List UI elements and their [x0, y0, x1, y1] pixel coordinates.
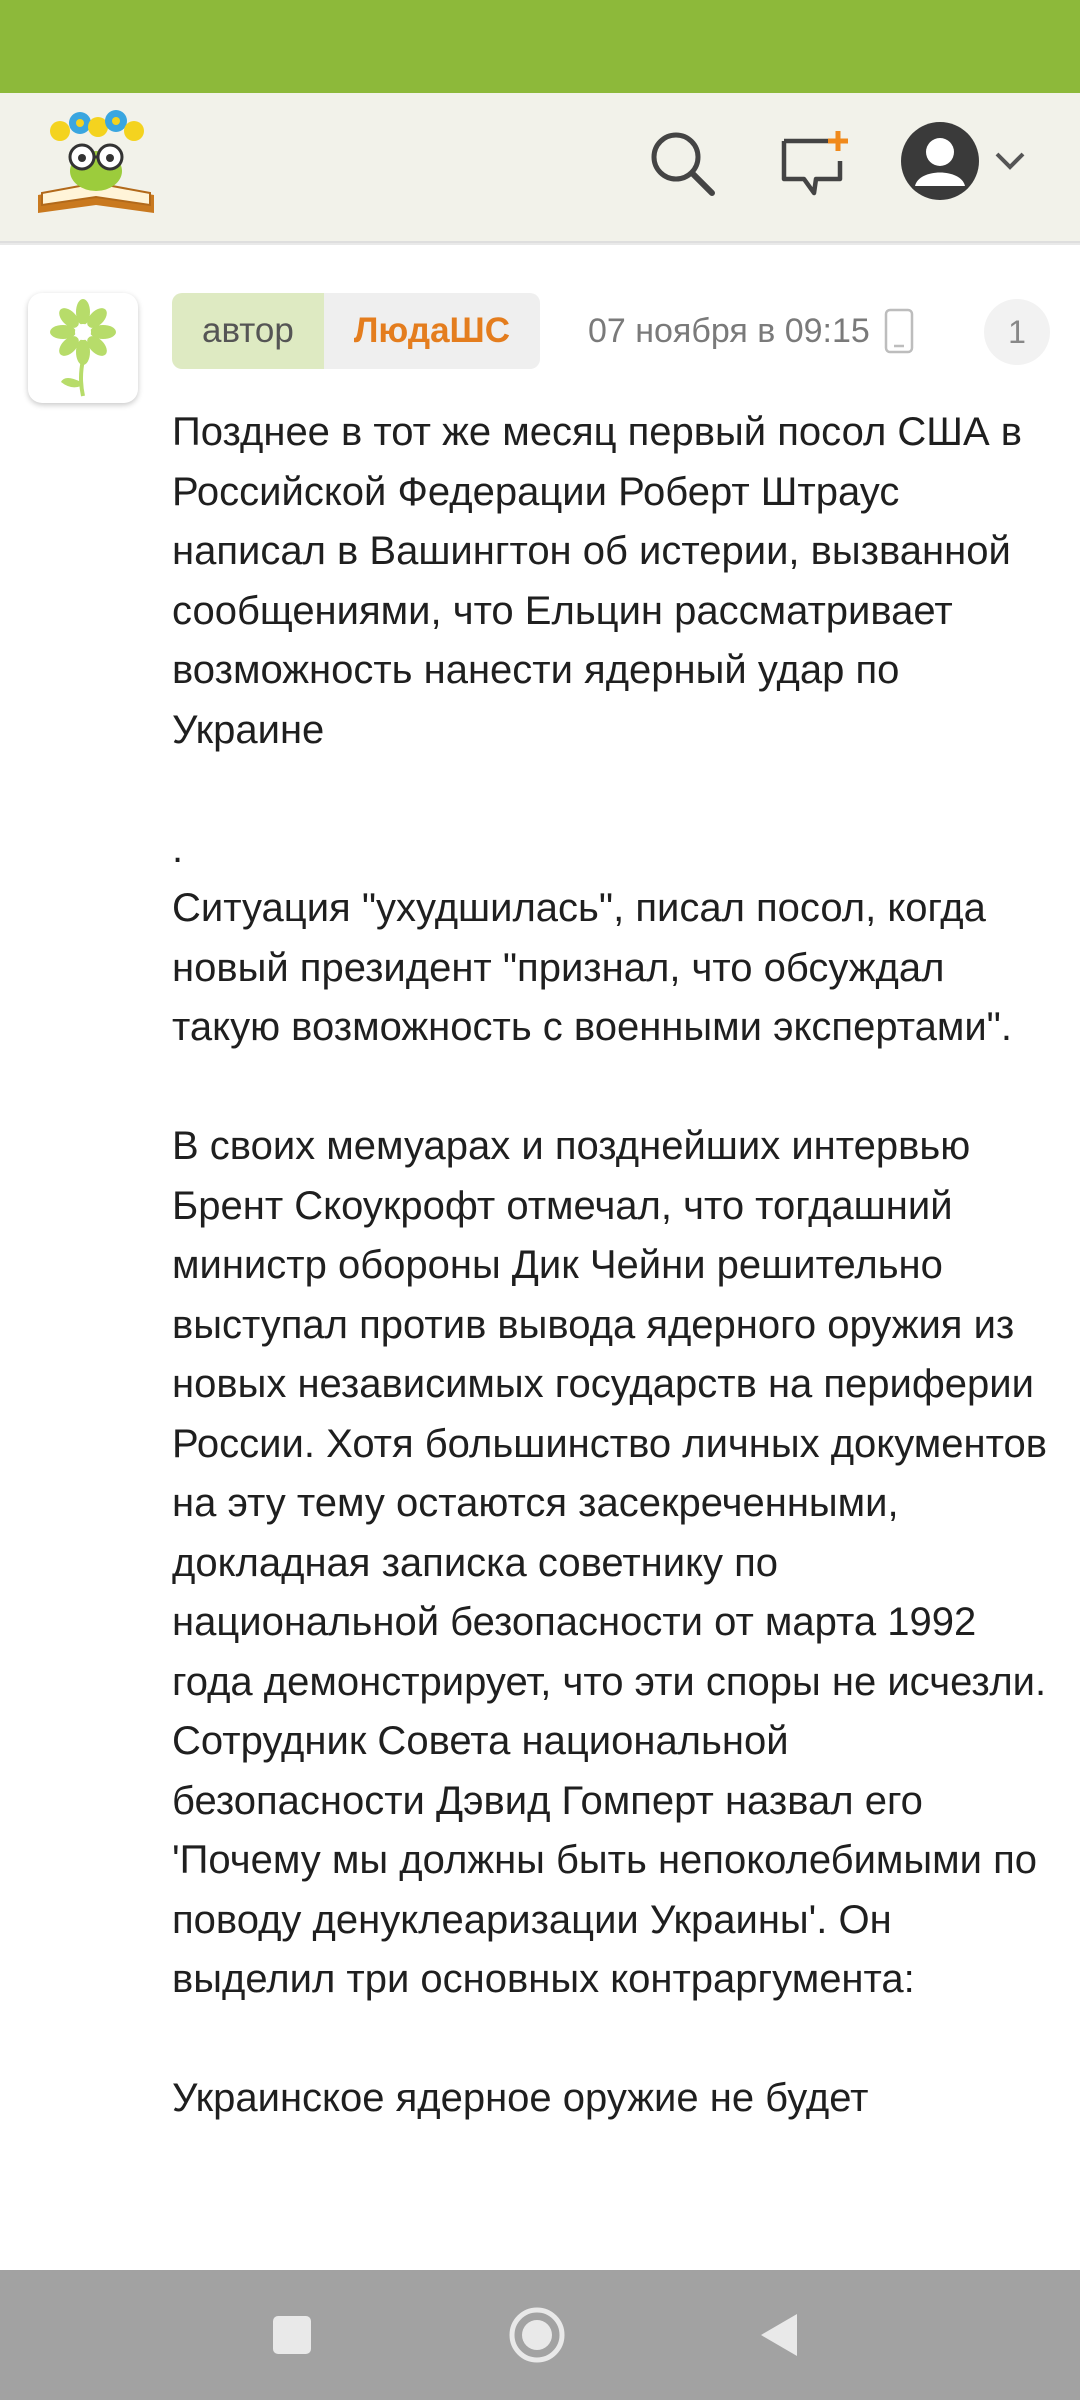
- system-navigation-bar: [0, 2270, 1080, 2400]
- comment-count-badge[interactable]: 1: [984, 299, 1050, 365]
- post-paragraph: В своих мемуарах и позднейших интервью Брент Скоукрофт отмечал, что тогдашний министр обороны Дик Чейни решительно выступал против вывода ядерного оружия из новых независимых государств на периферии России. Хотя большинство личных документов на эту тему остаются засекреченными, докладная записка советнику по национальной безопасности от марта 1992 года демонстрирует, что эти споры не исчезли. Сотрудник Совета национальной безопасности Дэвид Гомперт назвал его 'Почему мы должны быть непоколебимыми по поводу денуклеаризации Украины'. Он выделил три основных контраргумента:: [172, 1124, 1047, 2001]
- profile-menu[interactable]: [898, 123, 1028, 203]
- author-tag[interactable]: [172, 293, 540, 369]
- post-text: [172, 403, 1052, 2129]
- post-meta: [172, 293, 914, 369]
- search-icon[interactable]: [642, 123, 722, 203]
- home-circle-icon[interactable]: [502, 2300, 572, 2370]
- post-paragraph: Позднее в тот же месяц первый посол США в Российской Федерации Роберт Штраус написал в Вашингтон об истерии, вызванной сообщениями, что Ельцин рассматривает возможность нанести ядерный удар по Украине: [172, 410, 1022, 752]
- recents-square-icon[interactable]: [257, 2300, 327, 2370]
- post-paragraph: . Ситуация "ухудшилась", писал посол, когда новый президент "признал, что обсуждал такую возможность с военными экспертами".: [172, 826, 1012, 1049]
- chevron-down-icon: [993, 144, 1027, 183]
- author-label: автор: [172, 293, 324, 369]
- post-paragraph: Украинское ядерное оружие не будет: [172, 2076, 869, 2120]
- user-avatar-icon: [899, 120, 981, 207]
- status-bar: [0, 0, 1080, 93]
- chat-plus-icon[interactable]: [774, 123, 854, 203]
- author-name[interactable]: ЛюдаШС: [324, 293, 540, 369]
- chamomile-flower-icon[interactable]: [28, 293, 138, 403]
- app-header: [0, 93, 1080, 243]
- back-triangle-icon[interactable]: [745, 2300, 815, 2370]
- phone-icon: [884, 308, 914, 354]
- reading-owl-logo[interactable]: [34, 109, 158, 221]
- post-thread: [0, 243, 1080, 2272]
- post-timestamp: 07 ноября в 09:15: [587, 311, 870, 350]
